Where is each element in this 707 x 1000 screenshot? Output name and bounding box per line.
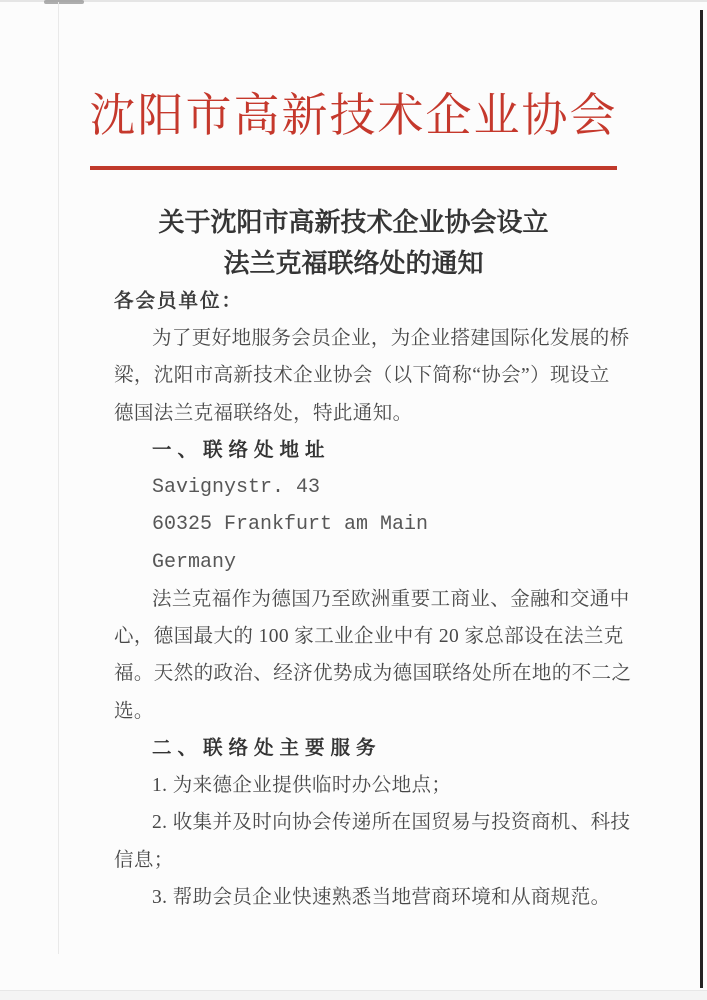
scan-top-smudge [44, 0, 84, 4]
notice-title [0, 202, 707, 284]
service-item-1: 1. 为来德企业提供临时办公地点； [152, 775, 452, 796]
scan-fold-line [58, 2, 59, 954]
scan-right-edge [700, 10, 703, 988]
address-line-city: 60325 Frankfurt am Main [152, 513, 429, 537]
letterhead-divider-rule [90, 166, 617, 170]
section-1-paragraph-line: 心，德国最大的 100 家工业企业中有 20 家总部设在法兰克 [114, 626, 624, 647]
section-2-heading: 二、联络处主要服务 [152, 737, 382, 759]
section-1-paragraph-line: 选。 [114, 700, 154, 722]
intro-line: 梁，沈阳市高新技术企业协会（以下简称“协会”）现设立 [114, 365, 610, 387]
scan-top-edge [0, 0, 707, 2]
notice-title-line-1: 关于沈阳市高新技术企业协会设立 [158, 207, 549, 237]
section-1-paragraph-line: 福。天然的政治、经济优势成为德国联络处所在地的不二之 [114, 663, 632, 685]
notice-body [114, 284, 654, 916]
service-item-3: 3. 帮助会员企业快速熟悉当地营商环境和从商规范。 [152, 886, 611, 908]
address-line-street: Savignystr. 43 [152, 476, 321, 499]
scan-bottom-edge [0, 990, 707, 1000]
section-1-paragraph-line: 法兰克福作为德国乃至欧洲重要工商业、金融和交通中 [152, 588, 630, 610]
notice-title-line-2: 法兰克福联络处的通知 [223, 248, 484, 278]
service-item-2-line: 2. 收集并及时向协会传递所在国贸易与投资商机、科技 [152, 812, 631, 834]
intro-line: 为了更好地服务会员企业，为企业搭建国际化发展的桥 [152, 328, 630, 349]
section-1-heading: 一、联络处地址 [152, 439, 331, 461]
intro-line: 德国法兰克福联络处，特此通知。 [114, 402, 413, 424]
letterhead-org-name: 沈阳市高新技术企业协会 [89, 90, 618, 141]
service-item-2-line: 信息； [114, 849, 174, 871]
address-line-country: Germany [152, 550, 237, 574]
letterhead [0, 0, 707, 170]
salutation: 各会员单位： [114, 291, 244, 312]
